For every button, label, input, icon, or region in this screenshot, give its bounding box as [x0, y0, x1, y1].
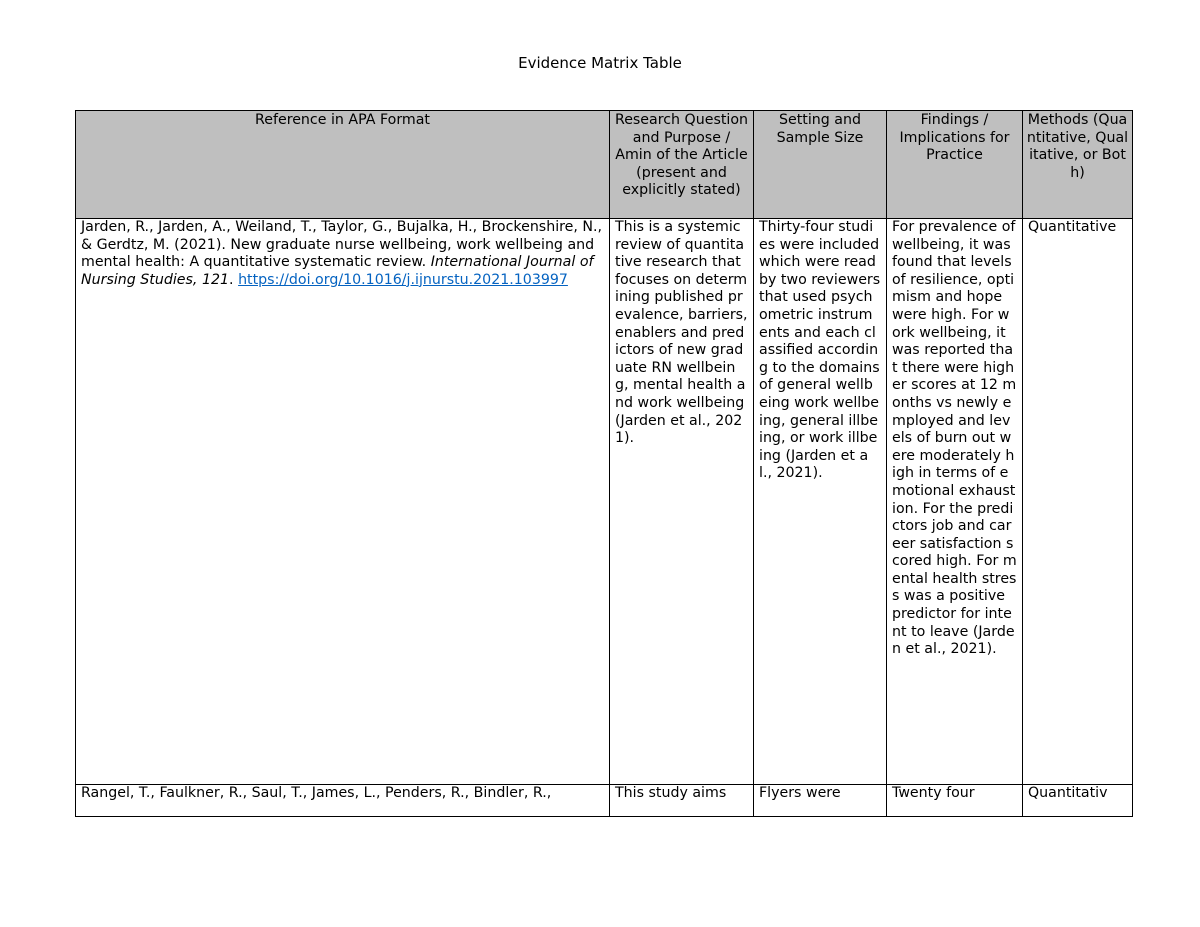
purpose-cell: This is a systemic review of quantitative research that focuses on determining published prevalence, barriers, enablers and predictors of new graduate RN wellbeing, mental health and work wellbeing (Jarden et al., 2021). [610, 219, 754, 785]
methods-cell: Quantitativ [1023, 785, 1133, 817]
reference-citation: Jarden, R., Jarden, A., Weiland, T., Taylor, G., Bujalka, H., Brockenshire, N., & Gerdtz, M. (2021). New graduate nurse wellbeing, work wellbeing and mental health: A quantitative systematic review. [81, 219, 603, 271]
table-row [76, 785, 1133, 817]
header-reference: Reference in APA Format [76, 111, 610, 219]
table-row [76, 219, 1133, 785]
citation-period: . [229, 271, 239, 288]
header-research-question: Research Question and Purpose / Amin of the Article (present and explicitly stated) [610, 111, 754, 219]
page-title: Evidence Matrix Table [518, 54, 682, 72]
evidence-matrix-table [75, 110, 1133, 817]
findings-cell: For prevalence of wellbeing, it was found that levels of resilience, optimism and hope were high. For work wellbeing, it was reported that there were higher scores at 12 months vs newly employed and levels of burn out were moderately high in terms of emotional exhaustion. For the predictors job and career satisfaction scored high. For mental health stress was a positive predictor for intent to leave (Jarden et al., 2021). [887, 219, 1023, 785]
findings-cell: Twenty four [887, 785, 1023, 817]
doi-link[interactable]: https://doi.org/10.1016/j.ijnurstu.2021.103997 [238, 271, 568, 288]
reference-cell: Rangel, T., Faulkner, R., Saul, T., James, L., Penders, R., Bindler, R., [76, 785, 610, 817]
setting-cell: Thirty-four studies were included which were read by two reviewers that used psychometric instruments and each classified according to the domains of general wellbeing work wellbeing, general illbeing, or work illbeing (Jarden et al., 2021). [754, 219, 887, 785]
journal-name: International Journal of Nursing Studies [81, 254, 594, 288]
reference-cell [76, 219, 610, 785]
header-methods: Methods (Quantitative, Qualitative, or Both) [1023, 111, 1133, 219]
purpose-cell: This study aims [610, 785, 754, 817]
setting-cell: Flyers were [754, 785, 887, 817]
header-setting-sample-size: Setting and Sample Size [754, 111, 887, 219]
header-findings: Findings / Implications for Practice [887, 111, 1023, 219]
journal-volume: , 121 [192, 271, 230, 288]
methods-cell: Quantitative [1023, 219, 1133, 785]
header-row [76, 111, 1133, 219]
